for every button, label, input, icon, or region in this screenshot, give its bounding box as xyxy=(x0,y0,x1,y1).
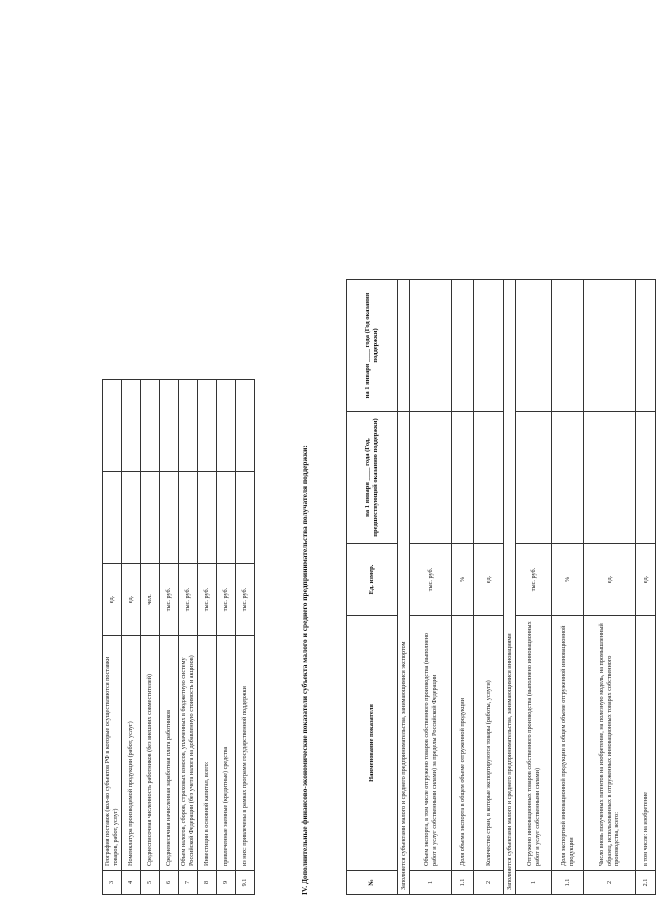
header-row xyxy=(347,280,398,895)
indicator-name: Количество стран, в которые экспортируются товары (работы, услуги) xyxy=(474,616,504,871)
value-cell[interactable] xyxy=(474,280,504,412)
header-indicator-name: Наименование показателя xyxy=(347,616,398,871)
table-row xyxy=(179,380,198,895)
row-number: 4 xyxy=(122,871,141,895)
table-row xyxy=(516,280,552,895)
value-cell[interactable] xyxy=(552,280,584,412)
section-label-export: Заполняется субъектами малого и среднего предпринимательства, занимающимися экспортом xyxy=(398,412,410,895)
table-row xyxy=(198,380,217,895)
table-row xyxy=(474,280,504,895)
unit-cell: тыс. руб. xyxy=(236,564,255,636)
indicator-name: в том числе: на изобретение xyxy=(636,616,656,871)
value-cell[interactable] xyxy=(452,412,474,544)
row-number: 9.1 xyxy=(236,871,255,895)
indicators-table-continued xyxy=(102,379,255,895)
unit-cell: тыс. руб. xyxy=(516,544,552,616)
value-cell[interactable] xyxy=(141,472,160,564)
value-cell[interactable] xyxy=(122,472,141,564)
header-support-year: на 1 января ____ года (Год оказания поддержки) xyxy=(347,280,398,412)
unit-cell: тыс. руб. xyxy=(179,564,198,636)
table-row xyxy=(552,280,584,895)
unit-cell: ед. xyxy=(474,544,504,616)
section-row-innovation xyxy=(504,280,516,895)
value-cell[interactable] xyxy=(160,380,179,472)
value-cell[interactable] xyxy=(516,412,552,544)
unit-cell: ед. xyxy=(636,544,656,616)
table-row xyxy=(236,380,255,895)
row-number: 1.1 xyxy=(452,871,474,895)
section-row-export xyxy=(398,280,410,895)
indicator-name: Среднемесячная начисленная заработная плата работников xyxy=(160,636,179,871)
value-cell[interactable] xyxy=(474,412,504,544)
value-cell[interactable] xyxy=(636,280,656,412)
value-cell[interactable] xyxy=(410,280,452,412)
unit-cell: % xyxy=(552,544,584,616)
value-cell[interactable] xyxy=(236,472,255,564)
value-cell[interactable] xyxy=(198,472,217,564)
row-number: 8 xyxy=(198,871,217,895)
value-cell[interactable] xyxy=(103,472,122,564)
table-row xyxy=(217,380,236,895)
value-cell[interactable] xyxy=(552,412,584,544)
unit-cell: чел. xyxy=(141,564,160,636)
indicator-name: Номенклатура производимой продукции (работ, услуг) xyxy=(122,636,141,871)
indicator-name: Доля экспортной инновационной продукции в общем объеме отгруженной инновационной продукции xyxy=(552,616,584,871)
row-number: 1.1 xyxy=(552,871,584,895)
unit-cell: тыс. руб. xyxy=(160,564,179,636)
header-unit: Ед. измер. xyxy=(347,544,398,616)
row-number: 6 xyxy=(160,871,179,895)
indicator-name: Отгружено инновационных товаров собственного производства (выполнено инновационных работ и услуг собственными силами) xyxy=(516,616,552,871)
row-number: 9 xyxy=(217,871,236,895)
indicator-name: из них: привлечены в рамках программ государственной поддержки xyxy=(236,636,255,871)
section-heading: IV. Дополнительные финансово-экономические показатели субъекта малого и среднего предпринимательства получателя поддержки: xyxy=(300,445,309,895)
unit-cell: ед. xyxy=(122,564,141,636)
row-number: 2 xyxy=(474,871,504,895)
table-row xyxy=(103,380,122,895)
indicator-name: Инвестиции в основной капитал, всего: xyxy=(198,636,217,871)
table-row xyxy=(160,380,179,895)
indicator-name: привлеченные заемные (кредитные) средства xyxy=(217,636,236,871)
value-cell xyxy=(398,280,410,412)
row-number: 2.1 xyxy=(636,871,656,895)
header-previous-year: на 1 января ____ года (Год, предшествующий оказанию поддержки) xyxy=(347,412,398,544)
row-number: 5 xyxy=(141,871,160,895)
unit-cell: % xyxy=(452,544,474,616)
value-cell[interactable] xyxy=(584,412,636,544)
header-number: № xyxy=(347,871,398,895)
unit-cell: тыс. руб. xyxy=(410,544,452,616)
table-row xyxy=(636,280,656,895)
value-cell[interactable] xyxy=(217,472,236,564)
table-row xyxy=(584,280,636,895)
value-cell[interactable] xyxy=(160,472,179,564)
value-cell[interactable] xyxy=(584,280,636,412)
unit-cell: тыс. руб. xyxy=(198,564,217,636)
table-row xyxy=(122,380,141,895)
indicator-name: Доля объема экспорта в общем объеме отгруженной продукции xyxy=(452,616,474,871)
value-cell[interactable] xyxy=(179,380,198,472)
value-cell[interactable] xyxy=(452,280,474,412)
table-row xyxy=(452,280,474,895)
table-row xyxy=(410,280,452,895)
unit-cell: ед. xyxy=(584,544,636,616)
value-cell[interactable] xyxy=(516,280,552,412)
row-number: 3 xyxy=(103,871,122,895)
value-cell[interactable] xyxy=(636,412,656,544)
value-cell[interactable] xyxy=(103,380,122,472)
indicator-name: Среднесписочная численность работников (без внешних совместителей) xyxy=(141,636,160,871)
indicator-name: Объем экспорта, в том числе отгружено товаров собственного производства (выполнено работ и услуг собственными силами) за пределы Российской Федерации xyxy=(410,616,452,871)
value-cell[interactable] xyxy=(179,472,198,564)
indicator-name: Число вновь полученных патентов на изобретение, на полезную модель, на промышленный образец, использованных в отгруженных инновационных товарах собственного производства, всего: xyxy=(584,616,636,871)
value-cell[interactable] xyxy=(217,380,236,472)
value-cell[interactable] xyxy=(122,380,141,472)
additional-indicators-table xyxy=(346,279,656,895)
value-cell[interactable] xyxy=(410,412,452,544)
unit-cell: ед. xyxy=(103,564,122,636)
row-number: 7 xyxy=(179,871,198,895)
indicator-name: Объем налогов, сборов, страховых взносов, уплаченных в бюджетную систему Российской Федерации (без учета налога на добавленную стоимость и акцизов) xyxy=(179,636,198,871)
section-label-innovation: Заполняется субъектами малого и среднего предпринимательства, занимающимися инновациями xyxy=(504,280,516,895)
row-number: 2 xyxy=(584,871,636,895)
row-number: 1 xyxy=(410,871,452,895)
value-cell[interactable] xyxy=(141,380,160,472)
indicator-name: География поставок (кол-во субъектов РФ в которые осуществляются поставки товаров, работ, услуг) xyxy=(103,636,122,871)
table-row xyxy=(141,380,160,895)
value-cell[interactable] xyxy=(198,380,217,472)
unit-cell: тыс. руб. xyxy=(217,564,236,636)
row-number: 1 xyxy=(516,871,552,895)
value-cell[interactable] xyxy=(236,380,255,472)
